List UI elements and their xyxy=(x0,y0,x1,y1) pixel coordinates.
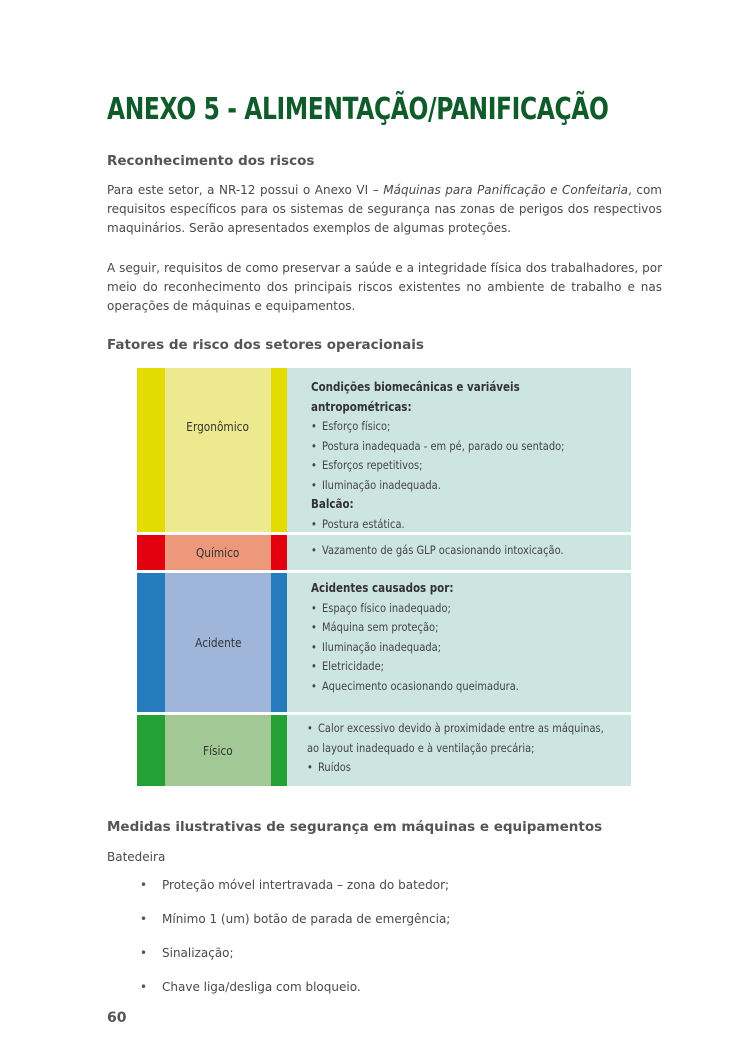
risk-description-item: • Eletricidade; xyxy=(311,657,618,677)
list-item: • Sinalização; xyxy=(107,943,450,977)
risk-description xyxy=(287,535,631,570)
batedeira-measures-list xyxy=(107,875,450,1011)
risk-description xyxy=(287,573,631,712)
risk-label-cell xyxy=(165,535,271,570)
risk-row-acidente xyxy=(137,573,631,712)
risk-description-heading: Condições biomecânicas e variáveis antropométricas: xyxy=(311,380,520,414)
page-number: 60 xyxy=(107,1010,127,1026)
paragraph-intro xyxy=(107,181,662,238)
risk-description-item: • Máquina sem proteção; xyxy=(311,618,618,638)
risk-label-cell xyxy=(165,368,271,532)
subheading-batedeira: Batedeira xyxy=(107,850,166,864)
risk-description xyxy=(287,715,631,786)
section-heading-fatores: Fatores de risco dos setores operacionais xyxy=(107,337,424,353)
risk-description-item: • Aquecimento ocasionando queimadura. xyxy=(311,677,618,697)
paragraph-intro-start: Para este setor, a NR-12 possui o Anexo VI – xyxy=(107,183,384,197)
risk-label-cell xyxy=(165,573,271,712)
risk-description-item: • Vazamento de gás GLP ocasionando intoxicação. xyxy=(311,541,618,561)
section-heading-reconhecimento: Reconhecimento dos riscos xyxy=(107,153,315,169)
risk-factors-table xyxy=(137,368,631,786)
risk-color-bar-inner xyxy=(271,535,287,570)
risk-color-bar xyxy=(137,368,165,532)
list-item: • Mínimo 1 (um) botão de parada de emergência; xyxy=(107,909,450,943)
page-title: ANEXO 5 - ALIMENTAÇÃO/PANIFICAÇÃO xyxy=(107,92,609,127)
risk-description-heading: Acidentes causados por: xyxy=(311,581,454,595)
risk-label: Ergonômico xyxy=(186,420,250,434)
risk-description-item: • Iluminação inadequada; xyxy=(311,638,618,658)
risk-label: Acidente xyxy=(194,635,242,650)
paragraph-intro-italic: Máquinas para Panificação e Confeitaria xyxy=(383,183,629,197)
risk-color-bar-inner xyxy=(271,368,287,532)
list-item: • Chave liga/desliga com bloqueio. xyxy=(107,977,450,1011)
risk-description-item: • Esforço físico; xyxy=(311,417,618,437)
paragraph-requisitos: A seguir, requisitos de como preservar a saúde e a integridade física dos trabalhadores, por meio do reconhecimento dos principais riscos existentes no ambiente de trabalho e nas operações de máquinas e equipamentos. xyxy=(107,261,662,313)
risk-label: Físico xyxy=(203,743,233,758)
risk-color-bar xyxy=(137,535,165,570)
risk-description-item: • Postura estática. xyxy=(311,515,618,535)
list-item: • Proteção móvel intertravada – zona do batedor; xyxy=(107,875,450,909)
risk-description-heading: Balcão: xyxy=(311,497,354,511)
section-heading-medidas: Medidas ilustrativas de segurança em máquinas e equipamentos xyxy=(107,819,603,835)
risk-description-item: • Iluminação inadequada. xyxy=(311,476,618,496)
risk-color-bar xyxy=(137,573,165,712)
risk-description-item: • Espaço físico inadequado; xyxy=(311,599,618,619)
risk-color-bar-inner xyxy=(271,715,287,786)
risk-row-quimico xyxy=(137,535,631,570)
risk-row-ergonomico xyxy=(137,368,631,532)
risk-color-bar-inner xyxy=(271,573,287,712)
risk-label-cell xyxy=(165,715,271,786)
risk-description-item: • Ruídos xyxy=(307,758,618,778)
risk-description-item: • Esforços repetitivos; xyxy=(311,456,618,476)
risk-label: Químico xyxy=(196,545,240,560)
risk-description xyxy=(287,368,631,532)
risk-description-item: • Calor excessivo devido à proximidade entre as máquinas, ao layout inadequado e à ventilação precária; xyxy=(307,719,618,758)
risk-description-item: • Postura inadequada - em pé, parado ou sentado; xyxy=(311,437,618,457)
risk-color-bar xyxy=(137,715,165,786)
paragraph-intro-end: , com requisitos específicos para os sistemas de segurança nas zonas de perigos dos respectivos maquinários. Serão apresentados exemplos de algumas proteções. xyxy=(107,183,663,235)
risk-row-fisico xyxy=(137,715,631,786)
